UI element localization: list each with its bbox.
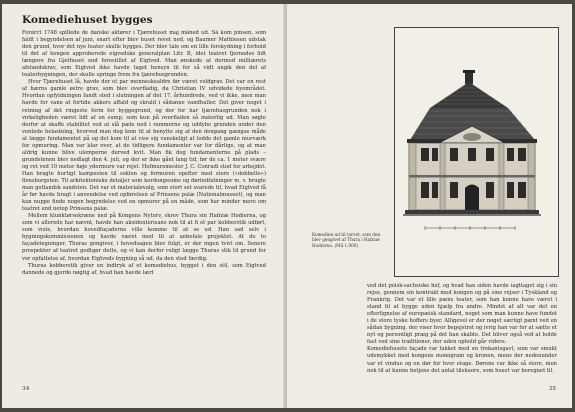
left-page — [2, 4, 286, 408]
paragraph: Thuras kobberstik giver en indtryk af et komediehus, bygget i den stil, som Eigtved dannede og gjorde nøgtig af, hvad han havde lært — [22, 262, 266, 276]
left-body-text — [22, 30, 266, 382]
paragraph: ved det polsk-sachsiske hof, og hvad han siden havde iagttaget sig i sin rejse, gennem sin kontrakt med kongen og på sine rejser i Tyskland og Frankrig. Det var et lille pæns teater, som han kunne have været i stand til at bygge uden hjælp fra andre. Mindst af alt var det en efterlignelse af europæisk standard, noget som man kunne have fundet i de store tyske hoffers byer. Alligevel er der noget særligt pænt ved en sådan bygning, der viser hvor begejstret og ivrig han var for at sætte et nyt og personligt præg på det han skabte. Det bliver også ved at holde fast ved sine traditioner, der uden ophold går videre. — [367, 283, 557, 346]
paragraph: Hvor Tjærehuset lå, havde der et par menneskealdre før været voldgrav. Det var en rest af hærns gamle østre grav, som blev overfladig, da Christian IV udvidede byområdet. Hvordan opfyldningen fandt sted i slutningen af det 17. århundrede, ved vi ikke, men man havde for vane at fortide akkers affald og skrald i sådanne vandhuller. Det giver noget i retning af det ringeste form for byggegrund, og der for har tjærehusgrunden nok i virkeligheden været lidt af en sump, som kun på overfladen så materlig ud. Man søgte derfor at skaffe stabilitet ved at slå pæle ned i rammerne og uddybe grunden under den ventede belastning, hvorved man dog kom til at benytte sig af den dengang gængse måde at lægge fundamentet på og det kom til at vise sig vanskeligt at lodde det gamle murværk for opmuring. Man var klar over, at de tidligere fundamenter var for dårlige, og at man aldrig kunne blive ulemperne derved kvit. Man fik dog fundamenterne på plads – grundstenen blev nedlagt den 4. juli, og der er ikke gået lang tid, før de ca. 1 meter svære og ret ved 10 meter høje ydermure var rejst. Hofmuremester J. C. Conradi stod for arbejdet. Han bragte hurtigt kampesten til soklen og formuren opefter med store (»dobbelte«) flensborgsten. Til arkitektoniske detaljer som kordongesims og dørindfatninger m. v. brugte man gotlandsk sandsten. Det var et materialevalg, som stort set svarede til, hvad Eigtved få år før havde bragt i anvendelse ved opførelsen af Prinsens palæ (Nationalmuseet), og man kan nuppe finde nogen begyndelse ved en opmurer på en måde, som har minder mere om teatret end netop Prinsens palæ. — [22, 79, 266, 213]
paragraph: Mellem klunktørsekræne ned på Kongens Nytorv, skrev Thura sin Hafniæ Hodierna, og som vi allerede har nævnt, havde han aksidenterisans nok til at fi et par kobberstik udført, som viste, hvordan hovedfaçaderne ville komme til at se ud. Han sad selv i bygningskommissionen og havde været med til at anbefale projektet. At de to façadetegninger. Thuras gengiver, i hovedsagen blev fulgt, er der ingen tvivl om. Senere prospekter af teatret godtgør dette, og vi kan derfor roligt lægge Thuras stik til grund for vor opfattelse af, hvordan Eigtveds bygning så ud, da den stod færdig. — [22, 213, 266, 262]
paragraph: Komediehusets façade var lukket med en trekantsgavl, som var smukt udsmykket med kongens monogram og kronen, mens der nedenunder var et vindue og en dør for hver etage. Dørene var ikke så store, men nok til at kunne betjene det antal tilskuere, som huset var beregnet til. — [367, 346, 557, 374]
paragraph: Forårct 1748 spillede de danske aktører i Tjærehuset maj måned ud. Så kom pinsen, som faldt i begyndelsen af juni, snart efter blev huset revet ned, og Baumer Mathiesen udstak den grund, hvor det nye teater skulle bygges. Der blev tale om en lille forskydning i forhold til det af kongen approberede eigvedske generalplan Litr. B, idet teatret fjernedes lidt længere fra Gjethuset end forestillet af Eigtved. Man ønskede at dermed militærets afstandskrav, som Eigtved ikke havde taget hensyn til for så vidt angik den del af teaterbygningen, der skulle springe frem fra tjærehusgrunden. — [22, 30, 266, 79]
theatre-facade-engraving — [395, 28, 558, 276]
figure-caption: Komedien ud til torvet, som den blev gengivet af Thura i Hafniæ Hodierna. (Mil 1.000) — [312, 232, 381, 248]
page-number-left: 34 — [22, 386, 30, 392]
right-page — [287, 4, 572, 408]
right-body-text — [367, 283, 557, 395]
engraving-figure — [394, 27, 559, 277]
page-heading: Komediehuset bygges — [22, 14, 153, 26]
page-number-right: 35 — [548, 386, 556, 392]
